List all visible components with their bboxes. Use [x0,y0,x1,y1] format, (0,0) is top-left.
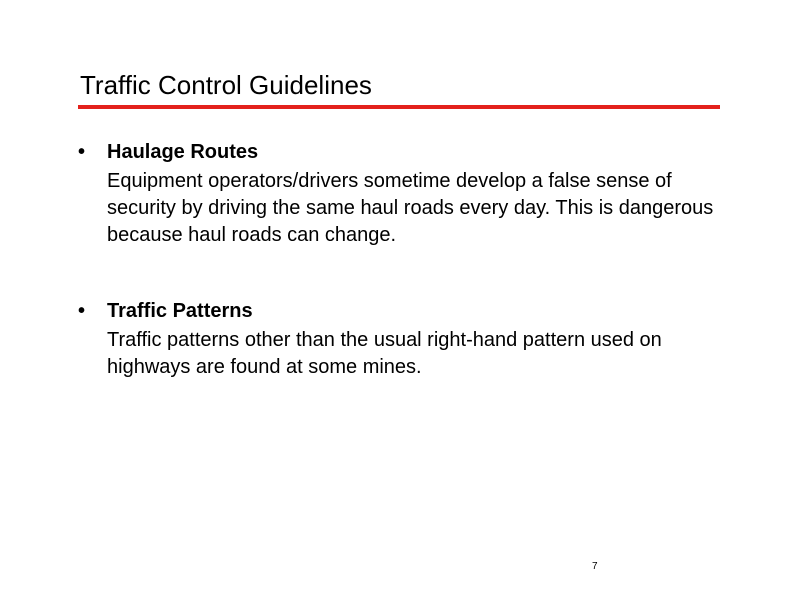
bullet-body-text: Traffic patterns other than the usual right-hand pattern used on highways are found at some mines. [107,329,662,378]
slide-title: Traffic Control Guidelines [80,70,372,100]
bullet-marker: • [78,300,86,322]
bullet-marker: • [78,141,86,163]
bullet-heading: Traffic Patterns [107,300,253,322]
bullet-heading: Haulage Routes [107,141,259,163]
bullet-section-haulage-routes [78,140,738,249]
bullet-heading-row [78,140,738,164]
page-number: 7 [592,561,598,572]
title-divider [78,105,720,109]
bullet-section-traffic-patterns [78,299,738,381]
bullet-heading-row [78,299,738,323]
bullet-body-text: Equipment operators/drivers sometime develop a false sense of security by driving the same haul roads every day. This is dangerous because haul roads can change. [107,170,714,246]
